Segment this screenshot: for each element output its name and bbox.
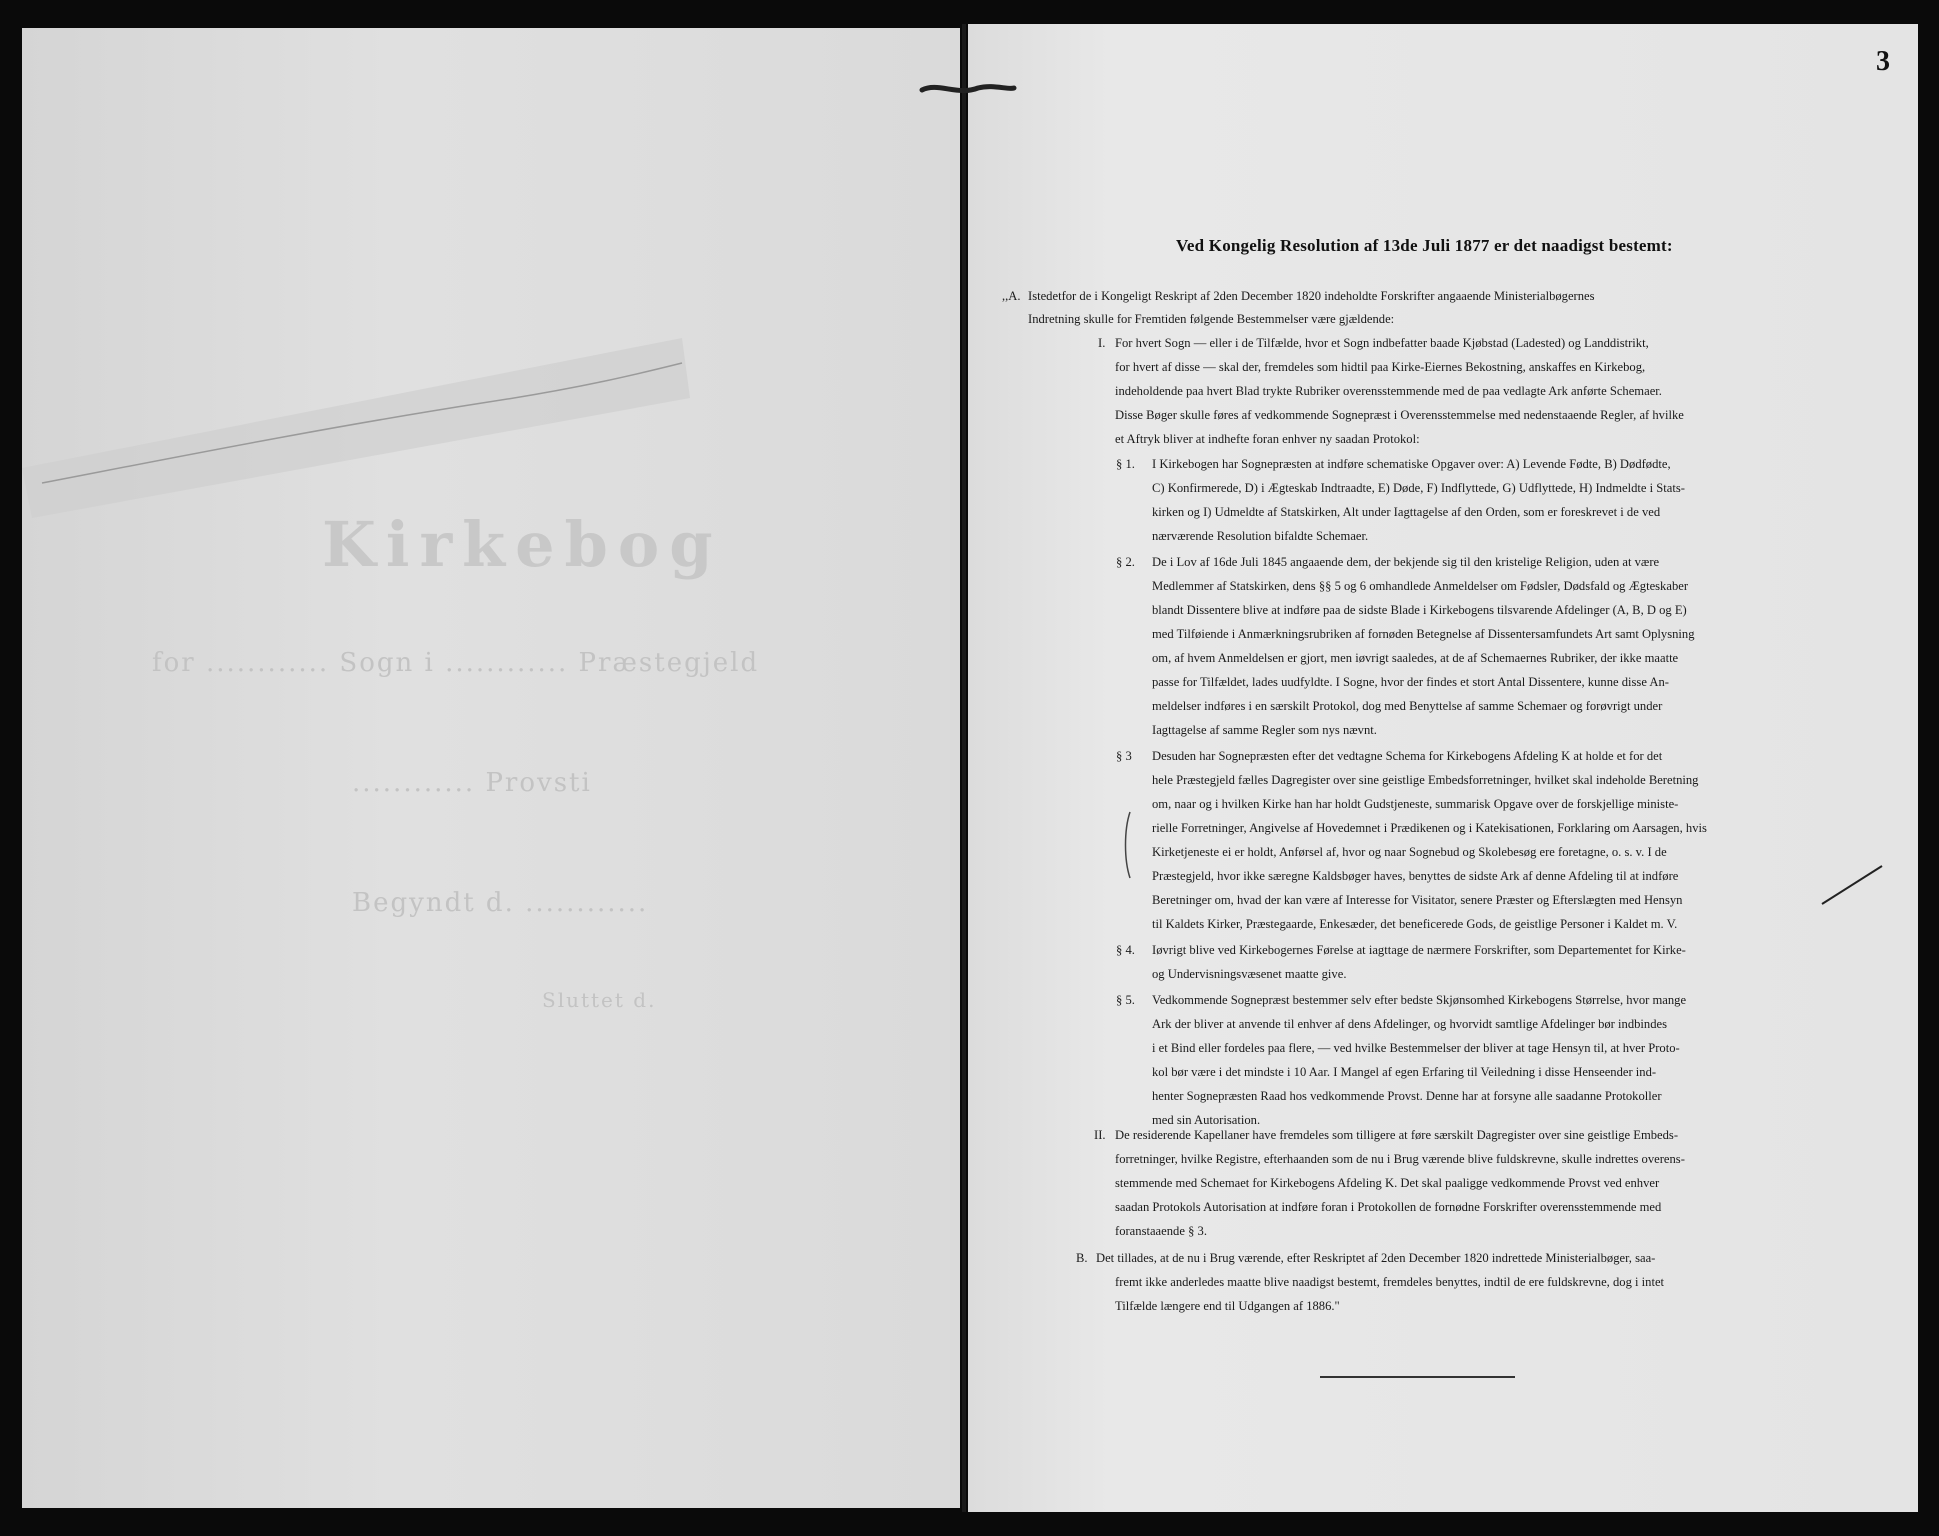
text-line: forretninger, hvilke Registre, efterhaanden som de nu i Brug værende blive fuldskrevne, skulle indrettes overens- xyxy=(1115,1152,1685,1166)
text-line: Kirketjeneste ei er holdt, Anførsel af, hvor og naar Sognebud og Skolebesøg ere foretagne, o. s. v. I de xyxy=(1152,845,1667,859)
ghost-line: for ............ Sogn i ............ Præstegjeld xyxy=(152,648,760,678)
text-line: Desuden har Sognepræsten efter det vedtagne Schema for Kirkebogens Afdeling K at holde et for det xyxy=(1152,749,1663,763)
ghost-title: Kirkebog xyxy=(322,508,723,581)
text-line: Medlemmer af Statskirken, dens §§ 5 og 6 omhandlede Anmeldelser om Fødsler, Dødsfald og Ægteskaber xyxy=(1152,579,1689,593)
paragraph-mark: § 2. xyxy=(1116,555,1135,569)
text-line: Indretning skulle for Fremtiden følgende Bestemmelser være gjældende: xyxy=(1028,312,1395,326)
text-line: Ark der bliver at anvende til enhver af dens Afdelinger, og hvorvidt samtlige Afdelinger bør indbindes xyxy=(1152,1017,1667,1031)
text-line: foranstaaende § 3. xyxy=(1115,1224,1207,1238)
text-line: For hvert Sogn — eller i de Tilfælde, hvor et Sogn indbefatter baade Kjøbstad (Ladested) og Landdistrikt, xyxy=(1115,336,1649,350)
text-line: meldelser indføres i en særskilt Protokol, dog med Benyttelse af samme Schemaer og forøvrigt under xyxy=(1152,699,1663,713)
text-line: et Aftryk bliver at indhefte foran enhver ny saadan Protokol: xyxy=(1115,432,1420,446)
text-line: om, naar og i hvilken Kirke han har holdt Gudstjeneste, summarisk Opgave over de forskjellige ministe- xyxy=(1152,797,1679,811)
ghost-line: Sluttet d. xyxy=(542,988,657,1012)
left-page xyxy=(22,28,960,1508)
text-line: Vedkommende Sognepræst bestemmer selv efter bedste Skjønsomhed Kirkebogens Størrelse, hvor mange xyxy=(1152,993,1687,1007)
text-line: De residerende Kapellaner have fremdeles som tilligere at føre særskilt Dagregister over sine geistlige Embeds- xyxy=(1115,1128,1679,1142)
paragraph-mark: § 5. xyxy=(1116,993,1135,1007)
paragraph-mark: II. xyxy=(1094,1128,1106,1142)
ghost-line: ............ Provsti xyxy=(352,768,592,798)
text-line: i et Bind eller fordeles paa flere, — ved hvilke Bestemmelser der bliver at tage Hensyn til, at hver Proto- xyxy=(1152,1041,1680,1055)
stamp-smear xyxy=(22,318,722,518)
text-line: C) Konfirmerede, D) i Ægteskab Indtraadte, E) Døde, F) Indflyttede, G) Udflyttede, H) Indmeldte i Stats- xyxy=(1152,481,1685,495)
text-line: Det tillades, at de nu i Brug værende, efter Reskriptet af 2den December 1820 indrettede Ministerialbøger, saa- xyxy=(1096,1251,1656,1265)
text-line: Disse Bøger skulle føres af vedkommende Sognepræst i Overensstemmelse med nedenstaaende Regler, af hvilke xyxy=(1115,408,1684,422)
text-line: nærværende Resolution bifaldte Schemaer. xyxy=(1152,529,1369,543)
text-line: med sin Autorisation. xyxy=(1152,1113,1261,1127)
text-line: til Kaldets Kirker, Præstegaarde, Enkesæder, det beneficerede Gods, de geistlige Personer i Kaldet m. V. xyxy=(1152,917,1678,931)
text-line: rielle Forretninger, Angivelse af Hovedemnet i Prædikenen og i Katekisationen, Forklaring om Aarsagen, hvis xyxy=(1152,821,1707,835)
page-number: 3 xyxy=(1876,46,1890,77)
paragraph-mark: B. xyxy=(1076,1251,1088,1265)
ink-smudge xyxy=(918,78,1018,102)
text-line: kirken og I) Udmeldte af Statskirken, Alt under Iagttagelse af den Orden, som er foreskrevet i de ved xyxy=(1152,505,1661,519)
text-line: Istedetfor de i Kongeligt Reskript af 2den December 1820 indeholdte Forskrifter angaaende Ministerialbøgernes xyxy=(1028,289,1595,303)
pen-stroke xyxy=(1820,862,1884,906)
paragraph-mark: I. xyxy=(1098,336,1106,350)
text-line: Iagttagelse af samme Regler som nys nævnt. xyxy=(1152,723,1377,737)
text-line: blandt Dissentere blive at indføre paa de sidste Blade i Kirkebogens tilsvarende Afdelinger (A, B, D og E) xyxy=(1152,603,1687,617)
text-line: med Tilføiende i Anmærkningsrubriken af fornøden Betegnelse af Dissentersamfundets Art samt Oplysning xyxy=(1152,627,1695,641)
margin-bracket xyxy=(1120,810,1140,880)
page-fold xyxy=(962,24,966,1512)
text-line: De i Lov af 16de Juli 1845 angaaende dem, der bekjende sig til den kristelige Religion, uden at være xyxy=(1152,555,1660,569)
text-line: fremt ikke anderledes maatte blive naadigst bestemt, fremdeles benyttes, indtil de ere fuldskrevne, dog i intet xyxy=(1115,1275,1665,1289)
text-line: indeholdende paa hvert Blad trykte Rubriker overensstemmende med de paa vedlagte Ark anførte Schemaer. xyxy=(1115,384,1662,398)
text-line: stemmende med Schemaet for Kirkebogens Afdeling K. Det skal paaligge vedkommende Provst ved enhver xyxy=(1115,1176,1660,1190)
text-line: om, af hvem Anmeldelsen er gjort, men iøvrigt saaledes, at de af Schemaernes Rubriker, der ikke maatte xyxy=(1152,651,1679,665)
document-title: Ved Kongelig Resolution af 13de Juli 1877 er det naadigst bestemt: xyxy=(1176,236,1673,255)
text-line: kol bør være i det mindste i 10 Aar. I Mangel af egen Erfaring til Veiledning i disse Henseender ind- xyxy=(1152,1065,1657,1079)
text-line: Tilfælde længere end til Udgangen af 1886." xyxy=(1115,1299,1340,1313)
text-line: Iøvrigt blive ved Kirkebogernes Førelse at iagttage de nærmere Forskrifter, som Departementet for Kirke- xyxy=(1152,943,1686,957)
ghost-line: Begyndt d. ............ xyxy=(352,888,649,918)
paragraph-mark: § 4. xyxy=(1116,943,1135,957)
text-line: og Undervisningsvæsenet maatte give. xyxy=(1152,967,1347,981)
paragraph-mark: § 1. xyxy=(1116,457,1135,471)
paragraph-mark: ,,A. xyxy=(1002,289,1021,303)
text-line: Beretninger om, hvad der kan være af Interesse for Visitator, senere Præster og Efterslægten med Hensyn xyxy=(1152,893,1683,907)
text-line: I Kirkebogen har Sognepræsten at indføre schematiske Opgaver over: A) Levende Fødte, B) Dødfødte, xyxy=(1152,457,1671,471)
text-line: hele Præstegjeld fælles Dagregister over sine geistlige Embedsforretninger, hvilket skal indeholde Beretning xyxy=(1152,773,1699,787)
text-line: Præstegjeld, hvor ikke særegne Kaldsbøger haves, benyttes de sidste Ark af denne Afdeling til at indføre xyxy=(1152,869,1679,883)
paragraph-mark: § 3 xyxy=(1116,749,1132,763)
text-line: passe for Tilfældet, lades uudfyldte. I Sogne, hvor der findes et stort Antal Dissentere, kunne disse An- xyxy=(1152,675,1669,689)
closing-rule xyxy=(1320,1376,1515,1378)
text-line: saadan Protokols Autorisation at indføre foran i Protokollen de fornødne Forskrifter overensstemmende med xyxy=(1115,1200,1662,1214)
text-line: for hvert af disse — skal der, fremdeles som hidtil paa Kirke-Eiernes Bekostning, anskaffes en Kirkebog, xyxy=(1115,360,1646,374)
text-line: henter Sognepræsten Raad hos vedkommende Provst. Denne har at forsyne alle saadanne Protokoller xyxy=(1152,1089,1662,1103)
